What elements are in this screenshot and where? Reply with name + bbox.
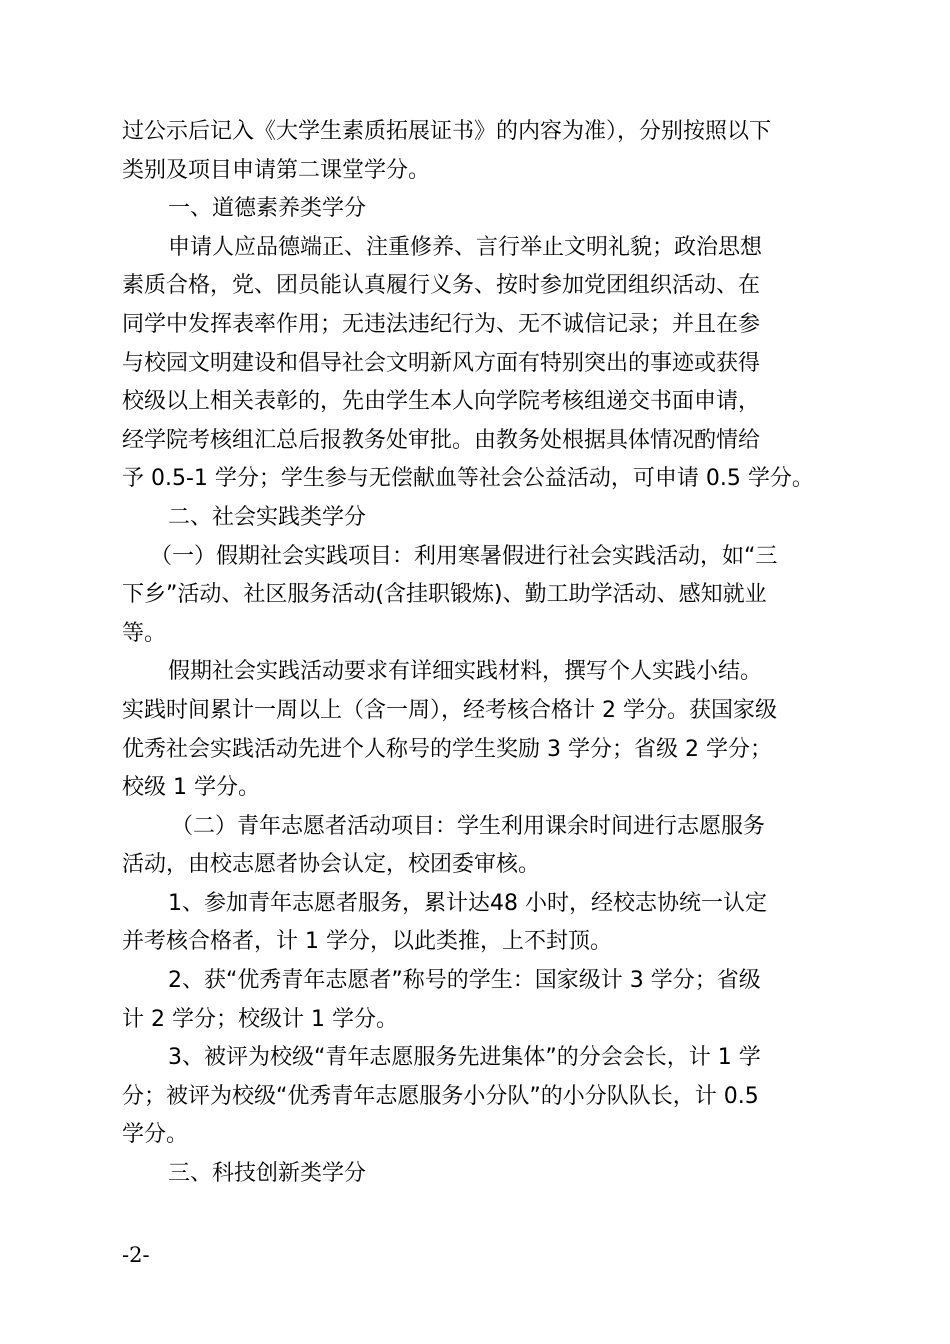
subsection-vacation-practice: （一）假期社会实践项目：利用寒暑假进行社会实践活动，如“三 xyxy=(150,543,778,569)
text-line: 学分。 xyxy=(122,1122,189,1148)
text-line: 优秀社会实践活动先进个人称号的学生奖励 3 学分；省级 2 学分； xyxy=(122,736,772,762)
text-line: 校级 1 学分。 xyxy=(122,775,260,801)
section-heading-moral: 一、道德素养类学分 xyxy=(168,196,367,222)
text-line: 申请人应品德端正、注重修养、言行举止文明礼貌；政治思想 xyxy=(168,234,763,260)
list-item-2: 2、获“优秀青年志愿者”称号的学生：国家级计 3 学分；省级 xyxy=(168,968,761,994)
text-line: 下乡”活动、社区服务活动(含挂职锻炼)、勤工助学活动、感知就业 xyxy=(122,582,767,608)
text-line: 实践时间累计一周以上（含一周），经考核合格计 2 学分。获国家级 xyxy=(122,697,777,723)
text-line: 等。 xyxy=(122,620,167,646)
text-line: 经学院考核组汇总后报教务处审批。由教务处根据具体情况酌情给 xyxy=(122,427,761,453)
text-line: 予 0.5-1 学分；学生参与无偿献血等社会公益活动，可申请 0.5 学分。 xyxy=(122,466,814,492)
subsection-volunteer: （二）青年志愿者活动项目：学生利用课余时间进行志愿服务 xyxy=(171,813,766,839)
text-line: 活动，由校志愿者协会认定，校团委审核。 xyxy=(122,852,541,878)
section-heading-practice: 二、社会实践类学分 xyxy=(168,504,367,530)
text-line: 并考核合格者，计 1 学分，以此类推，上不封顶。 xyxy=(122,929,612,955)
text-line: 过公示后记入《大学生素质拓展证书》的内容为准），分别按照以下 xyxy=(122,119,772,144)
text-line: 计 2 学分；校级计 1 学分。 xyxy=(122,1006,398,1032)
text-line: 假期社会实践活动要求有详细实践材料，撰写个人实践小结。 xyxy=(168,659,763,685)
section-heading-innovation: 三、科技创新类学分 xyxy=(168,1161,367,1187)
text-line: 同学中发挥表率作用；无违法违纪行为、无不诚信记录；并且在参 xyxy=(122,311,761,337)
page-number: -2- xyxy=(122,1243,150,1267)
body-text xyxy=(122,113,834,1194)
text-line: 与校园文明建设和倡导社会文明新风方面有特别突出的事迹或获得 xyxy=(122,350,761,376)
list-item-1: 1、参加青年志愿者服务，累计达48 小时，经校志协统一认定 xyxy=(168,890,767,916)
text-line: 分；被评为校级“优秀青年志愿服务小分队”的小分队队长，计 0.5 xyxy=(122,1083,759,1109)
text-line: 素质合格，党、团员能认真履行义务、按时参加党团组织活动、在 xyxy=(122,273,761,299)
list-item-3: 3、被评为校级“青年志愿服务先进集体”的分会会长，计 1 学 xyxy=(168,1045,761,1071)
text-line: 校级以上相关表彰的，先由学生本人向学院考核组递交书面申请， xyxy=(122,389,761,415)
text-line: 类别及项目申请第二课堂学分。 xyxy=(122,157,431,183)
